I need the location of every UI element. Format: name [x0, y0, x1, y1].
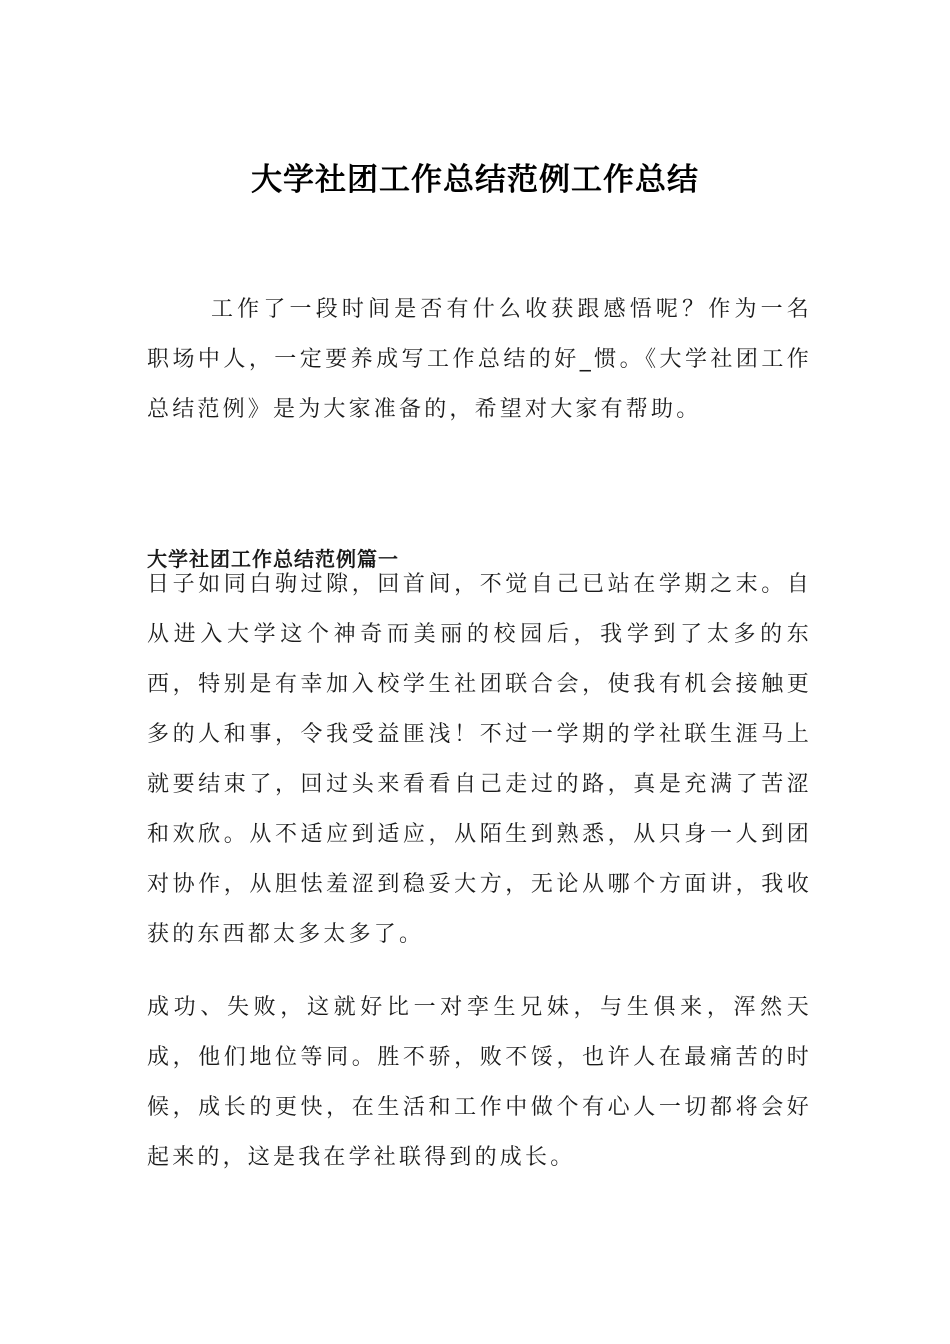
intro-paragraph: 工作了一段时间是否有什么收获跟感悟呢？作为一名职场中人，一定要养成写工作总结的好_惯。《大学社团工作总结范例》是为大家准备的，希望对大家有帮助。 [147, 297, 812, 422]
section-heading: 大学社团工作总结范例篇一 [147, 547, 399, 571]
document-title: 大学社团工作总结范例工作总结 [251, 162, 699, 198]
body-paragraph-1: 日子如同白驹过隙，回首间，不觉自己已站在学期之末。自从进入大学这个神奇而美丽的校园后，我学到了太多的东西，特别是有幸加入校学生社团联合会，使我有机会接触更多的人和事，令我受益匪浅！不过一学期的学社联生涯马上就要结束了，回过头来看看自己走过的路，真是充满了苦涩和欢欣。从不适应到适应，从陌生到熟悉，从只身一人到团对协作，从胆怯羞涩到稳妥大方，无论从哪个方面讲，我收获的东西都太多太多了。 [147, 572, 812, 947]
body-paragraph-2: 成功、失败，这就好比一对孪生兄妹，与生俱来，浑然天成，他们地位等同。胜不骄，败不馁，也许人在最痛苦的时候，成长的更快，在生活和工作中做个有心人一切都将会好起来的，这是我在学社联得到的成长。 [147, 995, 812, 1170]
